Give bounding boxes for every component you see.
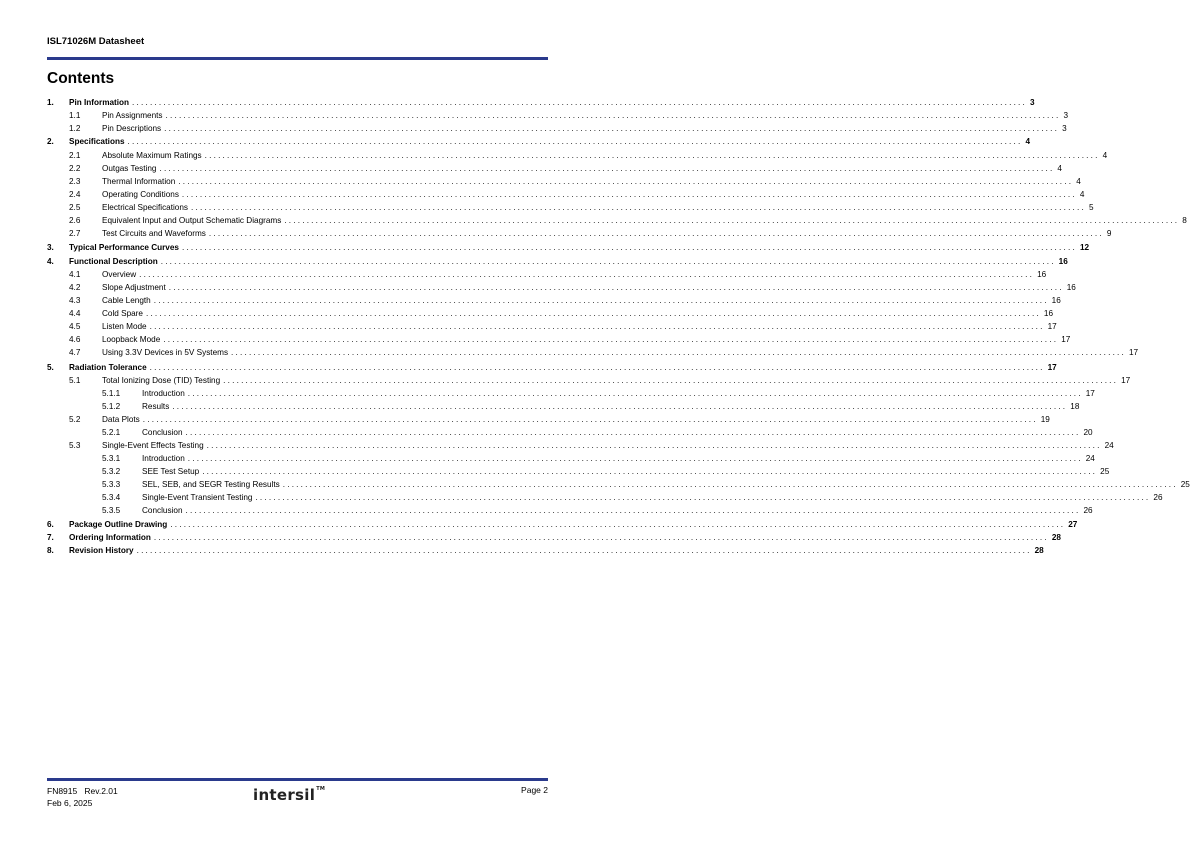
toc-dot-leader: ........................................................................................................................................................................................................ [223, 376, 1119, 385]
toc-entry[interactable] [47, 228, 1112, 239]
toc-entry[interactable] [47, 362, 1057, 373]
toc-entry-page: 16 [1043, 309, 1054, 318]
toc-entry-title: Functional Description [69, 257, 158, 266]
toc-entry[interactable] [47, 466, 1110, 477]
toc-entry-number: 2.4 [69, 190, 81, 199]
page-title: Contents [47, 70, 115, 87]
toc-entry-title: Thermal Information [102, 177, 176, 186]
toc-entry-number: 5.3.5 [102, 506, 121, 515]
toc-entry-page: 17 [1047, 322, 1057, 331]
toc-entry-title: Equivalent Input and Output Schematic Diagrams [102, 216, 282, 225]
toc-entry-title: Conclusion [142, 506, 183, 515]
toc-entry[interactable] [47, 269, 1047, 280]
toc-entry-number: 5.3.2 [102, 467, 121, 476]
toc-entry-number: 2. [47, 137, 54, 146]
toc-entry-page: 3 [1062, 124, 1067, 133]
toc-dot-leader: ........................................................................................................................................................................................................ [136, 546, 1032, 555]
toc-entry-page: 4 [1079, 190, 1085, 199]
toc-entry[interactable] [47, 256, 1068, 267]
toc-entry-page: 16 [1051, 296, 1061, 305]
toc-entry-page: 27 [1068, 520, 1078, 529]
toc-entry-number: 4.6 [69, 335, 81, 344]
toc-entry-number: 1.2 [69, 124, 81, 133]
toc-entry-title: Test Circuits and Waveforms [102, 229, 206, 238]
toc-entry-title: Pin Information [69, 98, 130, 107]
toc-entry[interactable] [47, 163, 1062, 174]
toc-dot-leader: ........................................................................................................................................................................................................ [206, 441, 1102, 450]
toc-entry[interactable] [47, 242, 1090, 253]
toc-dot-leader: ........................................................................................................................................................................................................ [163, 335, 1059, 344]
toc-dot-leader: ........................................................................................................................................................................................................ [153, 296, 1049, 305]
toc-entry-number: 4. [47, 257, 54, 266]
toc-dot-leader: ........................................................................................................................................................................................................ [172, 402, 1068, 411]
toc-entry-title: Absolute Maximum Ratings [102, 151, 202, 160]
toc-entry-number: 1.1 [69, 111, 81, 120]
toc-entry[interactable] [47, 492, 1163, 503]
toc-entry-title: Data Plots [102, 415, 140, 424]
toc-entry-page: 8 [1182, 216, 1187, 225]
toc-entry-page: 16 [1066, 283, 1076, 292]
logo-text: intersil [253, 786, 316, 804]
toc-dot-leader: ........................................................................................................................................................................................................ [231, 348, 1126, 357]
toc-entry-title: Loopback Mode [102, 335, 161, 344]
toc-entry[interactable] [47, 347, 1139, 358]
toc-dot-leader: ........................................................................................................................................................................................................ [178, 177, 1074, 186]
toc-dot-leader: ........................................................................................................................................................................................................ [164, 124, 1060, 133]
toc-entry-number: 4.5 [69, 322, 81, 331]
toc-entry-number: 4.2 [69, 283, 81, 292]
toc-entry[interactable] [47, 334, 1071, 345]
toc-entry[interactable] [47, 215, 1187, 226]
toc-entry-page: 19 [1040, 415, 1050, 424]
toc-entry-page: 28 [1034, 546, 1044, 555]
toc-entry-page: 17 [1129, 348, 1139, 357]
footer-rule [47, 778, 548, 781]
toc-entry-page: 5 [1088, 203, 1094, 212]
toc-entry-page: 17 [1061, 335, 1071, 344]
toc-entry-page: 25 [1180, 480, 1190, 489]
toc-entry-title: Introduction [142, 454, 185, 463]
toc-entry-title: Single-Event Effects Testing [102, 441, 204, 450]
toc-entry-page: 4 [1076, 177, 1081, 186]
toc-entry-page: 4 [1057, 164, 1062, 173]
toc-entry-title: Revision History [69, 546, 134, 555]
toc-entry-number: 3. [47, 243, 54, 252]
toc-entry-title: Cable Length [102, 296, 151, 305]
toc-entry-number: 6. [47, 520, 54, 529]
toc-entry-title: Conclusion [142, 428, 183, 437]
intersil-logo: intersil™ [253, 786, 326, 804]
toc-dot-leader: ........................................................................................................................................................................................................ [168, 283, 1064, 292]
toc-entry-number: 5.3.3 [102, 480, 121, 489]
toc-entry-title: Radiation Tolerance [69, 363, 147, 372]
toc-entry-page: 28 [1051, 533, 1061, 542]
toc-dot-leader: ........................................................................................................................................................................................................ [149, 322, 1045, 331]
toc-dot-leader: ........................................................................................................................................................................................................ [185, 428, 1081, 437]
toc-entry-page: 26 [1153, 493, 1163, 502]
publish-date: Feb 6, 2025 [47, 798, 93, 808]
toc-entry-number: 2.5 [69, 203, 81, 212]
toc-entry-number: 5.3.1 [102, 454, 121, 463]
revision: Rev.2.01 [84, 786, 118, 796]
header-rule [47, 57, 548, 60]
toc-dot-leader: ........................................................................................................................................................................................................ [185, 506, 1081, 515]
toc-entry-title: Cold Spare [102, 309, 143, 318]
toc-entry-number: 2.3 [69, 177, 81, 186]
toc-entry-page: 17 [1121, 376, 1131, 385]
toc-entry-number: 5.3.4 [102, 493, 121, 502]
toc-entry-title: Slope Adjustment [102, 283, 166, 292]
toc-entry-title: Operating Conditions [102, 190, 179, 199]
toc-dot-leader: ........................................................................................................................................................................................................ [149, 363, 1045, 372]
toc-entry-title: Results [142, 402, 170, 411]
toc-dot-leader: ........................................................................................................................................................................................................ [255, 493, 1151, 502]
toc-entry[interactable] [47, 123, 1067, 134]
toc-entry-page: 26 [1083, 506, 1093, 515]
toc-dot-leader: ........................................................................................................................................................................................................ [142, 415, 1038, 424]
toc-entry-number: 5.1.2 [102, 402, 121, 411]
footer-doc-info [47, 785, 118, 809]
toc-entry-page: 16 [1037, 270, 1047, 279]
toc-entry-number: 2.6 [69, 216, 81, 225]
toc-entry[interactable] [47, 321, 1057, 332]
toc-entry-page: 24 [1104, 441, 1114, 450]
toc-entry[interactable] [47, 150, 1108, 161]
toc-dot-leader: ........................................................................................................................................................................................................ [160, 257, 1056, 266]
toc-entry-number: 8. [47, 546, 54, 555]
toc-entry-title: SEL, SEB, and SEGR Testing Results [142, 480, 280, 489]
page-number: Page 2 [521, 785, 548, 795]
toc-entry-page: 16 [1058, 257, 1068, 266]
toc-entry[interactable] [47, 136, 1031, 147]
toc-dot-leader: ........................................................................................................................................................................................................ [284, 216, 1180, 225]
toc-entry-number: 4.1 [69, 270, 81, 279]
toc-entry-page: 24 [1085, 454, 1095, 463]
toc-entry[interactable] [47, 202, 1094, 213]
toc-entry-title: Electrical Specifications [102, 203, 189, 212]
toc-dot-leader: ........................................................................................................................................................................................................ [181, 190, 1077, 199]
toc-entry[interactable] [47, 110, 1069, 121]
toc-entry[interactable] [47, 176, 1081, 187]
toc-entry[interactable] [47, 453, 1095, 464]
toc-entry-title: Ordering Information [69, 533, 151, 542]
toc-entry-number: 7. [47, 533, 54, 542]
toc-entry-page: 25 [1100, 467, 1110, 476]
toc-entry-page: 18 [1070, 402, 1080, 411]
toc-entry[interactable] [47, 440, 1114, 451]
toc-entry-number: 5.1 [69, 376, 81, 385]
toc-dot-leader: ........................................................................................................................................................................................................ [139, 270, 1035, 279]
toc-dot-leader: ........................................................................................................................................................................................................ [181, 243, 1077, 252]
toc-entry[interactable] [47, 519, 1078, 530]
toc-entry-number: 1. [47, 98, 54, 107]
toc-entry-title: Using 3.3V Devices in 5V Systems [102, 348, 229, 357]
toc-entry[interactable] [47, 427, 1093, 438]
toc-entry-page: 3 [1030, 98, 1035, 107]
toc-entry-page: 17 [1085, 389, 1095, 398]
toc-dot-leader: ........................................................................................................................................................................................................ [202, 467, 1098, 476]
toc-entry-title: SEE Test Setup [142, 467, 200, 476]
toc-entry-number: 5. [47, 363, 54, 372]
toc-entry-title: Total Ionizing Dose (TID) Testing [102, 376, 221, 385]
toc-entry-page: 9 [1106, 229, 1112, 238]
toc-entry-title: Pin Assignments [102, 111, 163, 120]
toc-entry-title: Specifications [69, 137, 125, 146]
toc-dot-leader: ........................................................................................................................................................................................................ [127, 137, 1023, 146]
toc-entry[interactable] [47, 545, 1044, 556]
toc-entry[interactable] [47, 388, 1095, 399]
document-title: ISL71026M Datasheet [47, 36, 145, 47]
toc-entry-number: 2.7 [69, 229, 81, 238]
toc-entry[interactable] [47, 401, 1080, 412]
toc-entry[interactable] [47, 375, 1131, 386]
toc-entry-title: Introduction [142, 389, 185, 398]
toc-entry[interactable] [47, 414, 1050, 425]
toc-dot-leader: ........................................................................................................................................................................................................ [145, 309, 1041, 318]
toc-entry[interactable] [47, 295, 1061, 306]
doc-number: FN8915 [47, 786, 78, 796]
toc-dot-leader: ........................................................................................................................................................................................................ [187, 454, 1083, 463]
toc-entry[interactable] [47, 97, 1035, 108]
toc-entry-page: 12 [1079, 243, 1090, 252]
toc-entry-page: 4 [1102, 151, 1108, 160]
toc-entry-number: 5.2.1 [102, 428, 121, 437]
toc-entry-number: 2.2 [69, 164, 81, 173]
toc-entry[interactable] [47, 532, 1061, 543]
toc-entry[interactable] [47, 189, 1085, 200]
toc-entry-title: Single-Event Transient Testing [142, 493, 253, 502]
toc-entry-number: 5.2 [69, 415, 81, 424]
toc-entry-number: 5.3 [69, 441, 81, 450]
toc-entry[interactable] [47, 308, 1054, 319]
toc-dot-leader: ........................................................................................................................................................................................................ [187, 389, 1083, 398]
toc-dot-leader: ........................................................................................................................................................................................................ [132, 98, 1027, 107]
toc-entry-title: Overview [102, 270, 137, 279]
toc-dot-leader: ........................................................................................................................................................................................................ [191, 203, 1086, 212]
toc-dot-leader: ........................................................................................................................................................................................................ [153, 533, 1049, 542]
toc-entry-number: 4.4 [69, 309, 81, 318]
toc-entry[interactable] [47, 282, 1076, 293]
toc-entry-page: 3 [1063, 111, 1069, 120]
toc-entry[interactable] [47, 505, 1093, 516]
toc-entry-page: 4 [1025, 137, 1031, 146]
toc-entry-title: Outgas Testing [102, 164, 157, 173]
toc-entry-title: Listen Mode [102, 322, 147, 331]
toc-dot-leader: ........................................................................................................................................................................................................ [165, 111, 1061, 120]
toc-entry-number: 4.3 [69, 296, 81, 305]
toc-dot-leader: ........................................................................................................................................................................................................ [170, 520, 1066, 529]
toc-entry-title: Typical Performance Curves [69, 243, 179, 252]
toc-entry-number: 4.7 [69, 348, 81, 357]
toc-entry[interactable] [47, 479, 1190, 490]
toc-entry-number: 5.1.1 [102, 389, 121, 398]
toc-entry-title: Pin Descriptions [102, 124, 162, 133]
toc-dot-leader: ........................................................................................................................................................................................................ [159, 164, 1055, 173]
toc-entry-page: 17 [1047, 363, 1057, 372]
toc-dot-leader: ........................................................................................................................................................................................................ [204, 151, 1100, 160]
toc-dot-leader: ........................................................................................................................................................................................................ [282, 480, 1178, 489]
toc-dot-leader: ........................................................................................................................................................................................................ [208, 229, 1104, 238]
toc-entry-number: 2.1 [69, 151, 81, 160]
toc-entry-page: 20 [1083, 428, 1093, 437]
toc-entry-title: Package Outline Drawing [69, 520, 168, 529]
